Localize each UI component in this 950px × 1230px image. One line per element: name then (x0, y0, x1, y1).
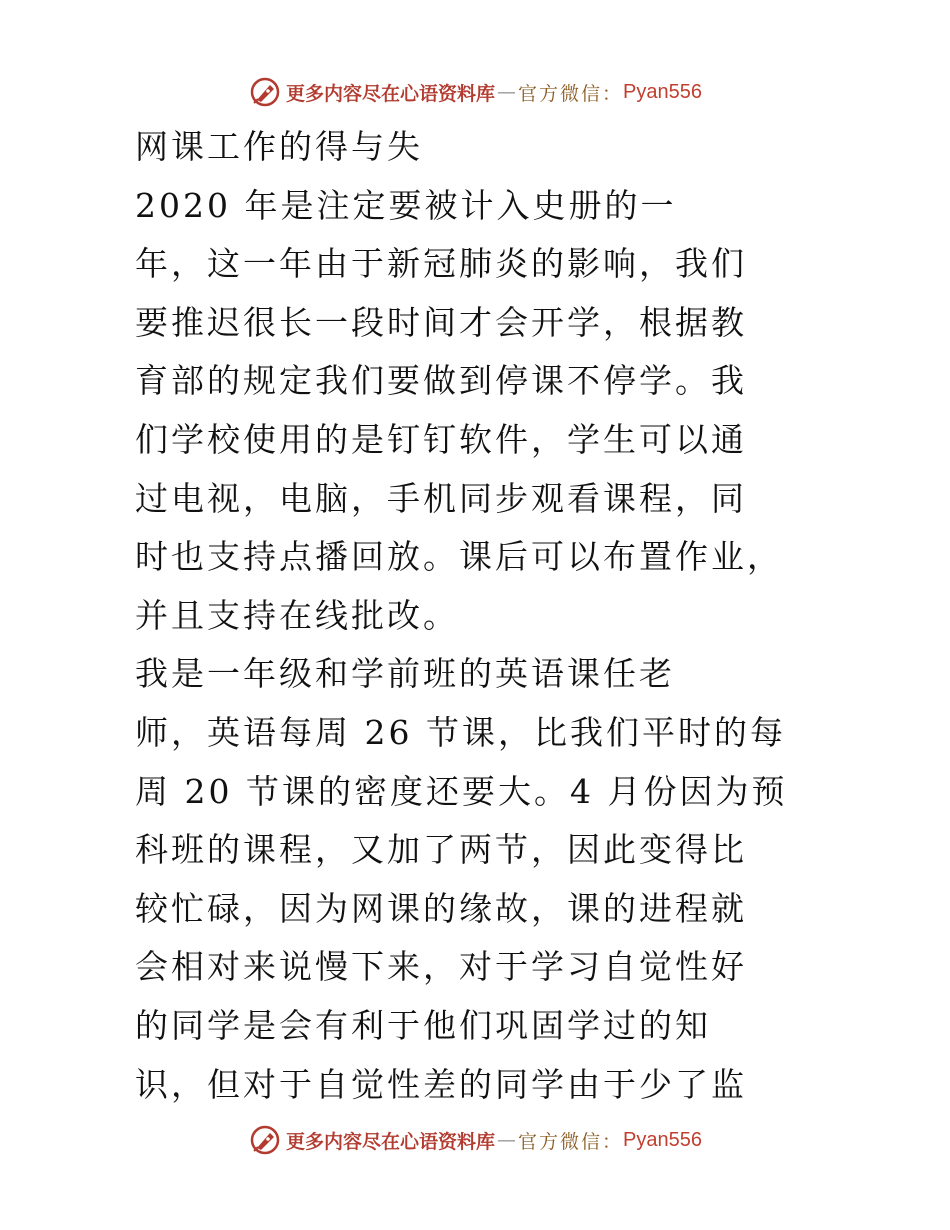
document-line: 年，这一年由于新冠肺炎的影响，我们 (135, 244, 747, 284)
watermark-brand: 更多内容尽在心语资料库 (286, 1130, 496, 1153)
document-line: 们学校使用的是钉钉软件，学生可以通 (135, 419, 747, 459)
document-line: 较忙碌，因为网课的缘故，课的进程就 (135, 888, 747, 928)
document-line: 我是一年级和学前班的英语课任老 (135, 654, 675, 694)
document-line: 育部的规定我们要做到停课不停学。我 (135, 361, 747, 401)
document-line: 识，但对于自觉性差的同学由于少了监 (135, 1064, 747, 1104)
document-line: 会相对来说慢下来，对于学习自觉性好 (135, 947, 747, 987)
watermark-separator: — (497, 1129, 517, 1151)
watermark-separator: — (497, 81, 517, 103)
pen-nib-logo-icon (248, 75, 282, 109)
document-body (135, 118, 788, 1114)
document-title: 网课工作的得与失 (135, 127, 423, 166)
header-watermark (0, 72, 950, 112)
document-line: 时也支持点播回放。课后可以布置作业， (135, 537, 783, 577)
document-line: 师，英语每周 26 节课，比我们平时的每 (135, 712, 786, 752)
watermark-brand: 更多内容尽在心语资料库 (286, 82, 496, 105)
watermark-account: Pyan556 (623, 80, 702, 103)
watermark-account: Pyan556 (623, 1128, 702, 1151)
document-line: 过电视，电脑，手机同步观看课程，同 (135, 478, 747, 518)
document-line: 周 20 节课的密度还要大。4 月份因为预 (135, 771, 788, 811)
pen-nib-logo-icon (248, 1123, 282, 1157)
document-line: 2020 年是注定要被计入史册的一 (135, 185, 677, 225)
document-line: 的同学是会有利于他们巩固学过的知 (135, 1005, 711, 1045)
document-line: 要推迟很长一段时间才会开学，根据教 (135, 302, 747, 342)
watermark-official-label: 官方微信： (518, 1130, 624, 1153)
document-line: 科班的课程，又加了两节，因此变得比 (135, 830, 747, 870)
footer-watermark (0, 1120, 950, 1160)
document-line: 并且支持在线批改。 (135, 595, 459, 635)
watermark-official-label: 官方微信： (518, 82, 624, 105)
